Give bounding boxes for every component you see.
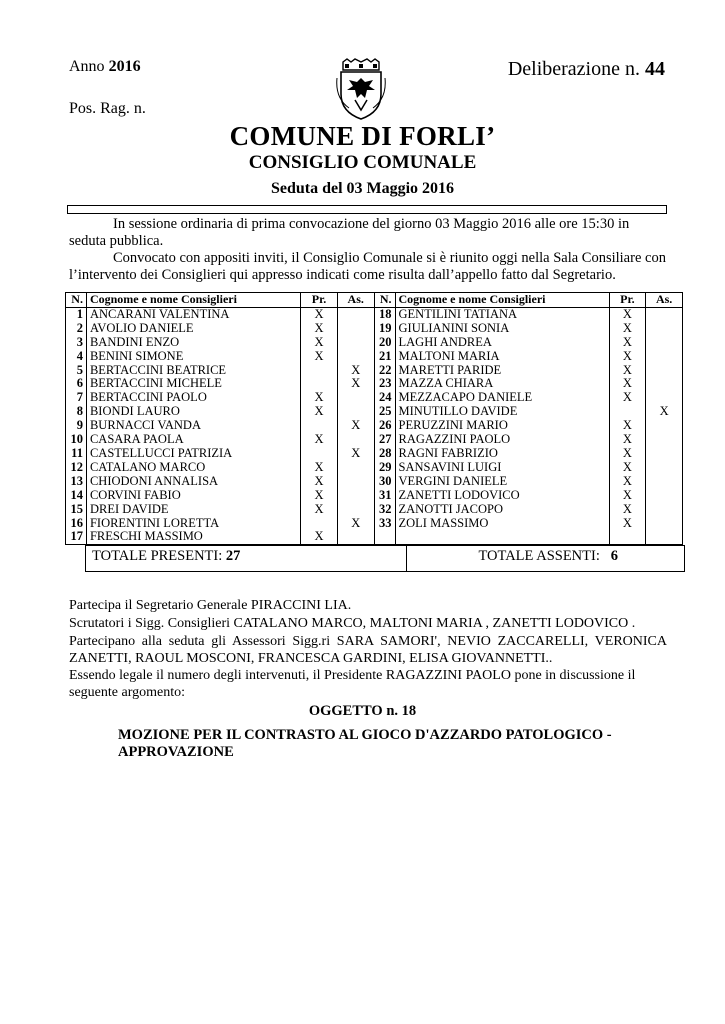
councillor-name: ANCARANI VALENTINA bbox=[86, 307, 300, 321]
councillor-name: VERGINI DANIELE bbox=[395, 475, 609, 489]
absent-mark bbox=[337, 405, 374, 419]
coat-of-arms-icon bbox=[335, 58, 387, 120]
councillor-number: 13 bbox=[66, 475, 87, 489]
councillor-name: MEZZACAPO DANIELE bbox=[395, 391, 609, 405]
present-mark bbox=[609, 405, 646, 419]
councillor-number bbox=[374, 530, 395, 544]
absent-mark bbox=[646, 350, 683, 364]
councillor-number: 5 bbox=[66, 364, 87, 378]
present-mark: X bbox=[609, 391, 646, 405]
present-mark: X bbox=[301, 336, 338, 350]
councillor-number: 28 bbox=[374, 447, 395, 461]
totale-assenti-label: TOTALE ASSENTI: bbox=[478, 548, 600, 564]
councillor-name: CORVINI FABIO bbox=[86, 489, 300, 503]
col-n: N. bbox=[66, 293, 87, 308]
councillor-number: 25 bbox=[374, 405, 395, 419]
present-mark: X bbox=[609, 307, 646, 321]
col-as: As. bbox=[337, 293, 374, 308]
present-mark: X bbox=[609, 489, 646, 503]
present-mark: X bbox=[609, 475, 646, 489]
col-pr: Pr. bbox=[609, 293, 646, 308]
absent-mark bbox=[337, 475, 374, 489]
absent-mark bbox=[646, 447, 683, 461]
absent-mark bbox=[337, 503, 374, 517]
councillor-number: 1 bbox=[66, 307, 87, 321]
councillor-number: 11 bbox=[66, 447, 87, 461]
councillor-number: 27 bbox=[374, 433, 395, 447]
present-mark: X bbox=[609, 364, 646, 378]
present-mark: X bbox=[301, 503, 338, 517]
present-mark: X bbox=[609, 461, 646, 475]
delib-label: Deliberazione n. bbox=[507, 58, 640, 80]
councillor-name: BIONDI LAURO bbox=[86, 405, 300, 419]
table-header-row bbox=[66, 293, 683, 308]
present-mark: X bbox=[301, 391, 338, 405]
councillor-name: FRESCHI MASSIMO bbox=[86, 530, 300, 544]
essendo-line: Essendo legale il numero degli intervenuti, il Presidente RAGAZZINI PAOLO pone in discussione il seguente argomento: bbox=[69, 668, 636, 700]
councillor-name: RAGAZZINI PAOLO bbox=[395, 433, 609, 447]
councillor-name: GIULIANINI SONIA bbox=[395, 322, 609, 336]
present-mark bbox=[301, 364, 338, 378]
table-row bbox=[66, 322, 683, 336]
assessori-line: Partecipano alla seduta gli Assessori Sigg.ri SARA SAMORI', NEVIO ZACCARELLI, VERONICA ZANETTI, RAOUL MOSCONI, FRANCESCA GARDINI, ELISA GIOVANNETTI.. bbox=[69, 634, 667, 666]
absent-mark bbox=[646, 489, 683, 503]
councillor-name: MINUTILLO DAVIDE bbox=[395, 405, 609, 419]
attendance-table bbox=[65, 292, 683, 545]
table-row bbox=[66, 530, 683, 544]
absent-mark bbox=[646, 391, 683, 405]
councillor-number: 17 bbox=[66, 530, 87, 544]
absent-mark bbox=[646, 503, 683, 517]
totale-presenti bbox=[92, 548, 240, 565]
totale-presenti-label: TOTALE PRESENTI: bbox=[92, 548, 223, 564]
comune-title: COMUNE DI FORLI’ bbox=[229, 121, 496, 151]
absent-mark: X bbox=[337, 517, 374, 531]
anno-value: 2016 bbox=[108, 58, 141, 75]
councillor-name: LAGHI ANDREA bbox=[395, 336, 609, 350]
present-mark: X bbox=[301, 307, 338, 321]
councillor-name: SANSAVINI LUIGI bbox=[395, 461, 609, 475]
table-row bbox=[66, 489, 683, 503]
absent-mark bbox=[337, 391, 374, 405]
totale-assenti bbox=[478, 548, 618, 565]
table-row bbox=[66, 517, 683, 531]
absent-mark bbox=[337, 307, 374, 321]
councillor-name: MAZZA CHIARA bbox=[395, 377, 609, 391]
councillor-number: 31 bbox=[374, 489, 395, 503]
councillor-name: FIORENTINI LORETTA bbox=[86, 517, 300, 531]
councillor-name: CASARA PAOLA bbox=[86, 433, 300, 447]
deliberazione-number bbox=[508, 58, 665, 81]
councillor-number: 24 bbox=[374, 391, 395, 405]
absent-mark bbox=[646, 461, 683, 475]
absent-mark: X bbox=[337, 419, 374, 433]
col-name: Cognome e nome Consiglieri bbox=[86, 293, 300, 308]
table-row bbox=[66, 405, 683, 419]
councillor-name: MALTONI MARIA bbox=[395, 350, 609, 364]
pos-rag: Pos. Rag. n. bbox=[69, 100, 146, 117]
absent-mark bbox=[337, 489, 374, 503]
totals-box bbox=[85, 545, 685, 572]
councillor-number: 30 bbox=[374, 475, 395, 489]
consiglio-subtitle: CONSIGLIO COMUNALE bbox=[248, 152, 477, 173]
table-row bbox=[66, 377, 683, 391]
councillor-name: RAGNI FABRIZIO bbox=[395, 447, 609, 461]
present-mark: X bbox=[609, 350, 646, 364]
absent-mark bbox=[646, 364, 683, 378]
councillor-number: 7 bbox=[66, 391, 87, 405]
councillor-number: 33 bbox=[374, 517, 395, 531]
councillor-number: 4 bbox=[66, 350, 87, 364]
councillor-number: 21 bbox=[374, 350, 395, 364]
councillor-number: 15 bbox=[66, 503, 87, 517]
intro-paragraph-2: Convocato con appositi inviti, il Consiglio Comunale si è riunito oggi nella Sala Consiliare con l’intervento dei Consiglieri qui appresso indicati come risulta dall’appello fatto dal Segretario. bbox=[69, 250, 666, 283]
present-mark: X bbox=[609, 433, 646, 447]
anno-label: Anno bbox=[69, 58, 105, 75]
mozione-title: MOZIONE PER IL CONTRASTO AL GIOCO D'AZZARDO PATOLOGICO - APPROVAZIONE bbox=[118, 727, 612, 760]
table-row bbox=[66, 419, 683, 433]
present-mark: X bbox=[609, 447, 646, 461]
councillor-name: PERUZZINI MARIO bbox=[395, 419, 609, 433]
delib-value: 44 bbox=[645, 58, 665, 80]
councillor-number: 20 bbox=[374, 336, 395, 350]
councillor-number: 2 bbox=[66, 322, 87, 336]
absent-mark bbox=[646, 377, 683, 391]
councillor-name: MARETTI PARIDE bbox=[395, 364, 609, 378]
totals-divider bbox=[406, 546, 407, 571]
absent-mark bbox=[646, 307, 683, 321]
councillor-name: BURNACCI VANDA bbox=[86, 419, 300, 433]
segretario-line: Partecipa il Segretario Generale PIRACCINI LIA. bbox=[69, 598, 352, 613]
present-mark bbox=[301, 419, 338, 433]
councillor-name: BERTACCINI BEATRICE bbox=[86, 364, 300, 378]
col-pr: Pr. bbox=[301, 293, 338, 308]
separator-bar bbox=[67, 205, 667, 214]
councillor-name bbox=[395, 530, 609, 544]
table-row bbox=[66, 307, 683, 321]
absent-mark bbox=[646, 517, 683, 531]
present-mark bbox=[301, 447, 338, 461]
absent-mark: X bbox=[337, 364, 374, 378]
col-n: N. bbox=[374, 293, 395, 308]
oggetto-heading: OGGETTO n. 18 bbox=[308, 703, 417, 719]
present-mark bbox=[301, 517, 338, 531]
intro-paragraph-1: In sessione ordinaria di prima convocazione del giorno 03 Maggio 2016 alle ore 15:30 in seduta pubblica. bbox=[69, 216, 630, 249]
councillor-number: 9 bbox=[66, 419, 87, 433]
absent-mark bbox=[337, 433, 374, 447]
councillor-name: BERTACCINI PAOLO bbox=[86, 391, 300, 405]
councillor-name: CASTELLUCCI PATRIZIA bbox=[86, 447, 300, 461]
absent-mark bbox=[337, 530, 374, 544]
councillor-number: 16 bbox=[66, 517, 87, 531]
present-mark: X bbox=[609, 419, 646, 433]
councillor-name: ZANOTTI JACOPO bbox=[395, 503, 609, 517]
absent-mark bbox=[646, 433, 683, 447]
councillor-number: 23 bbox=[374, 377, 395, 391]
present-mark: X bbox=[301, 489, 338, 503]
councillor-number: 10 bbox=[66, 433, 87, 447]
table-row bbox=[66, 433, 683, 447]
table-row bbox=[66, 475, 683, 489]
councillor-number: 32 bbox=[374, 503, 395, 517]
present-mark bbox=[609, 530, 646, 544]
present-mark: X bbox=[609, 322, 646, 336]
councillor-name: CHIODONI ANNALISA bbox=[86, 475, 300, 489]
councillor-number: 22 bbox=[374, 364, 395, 378]
present-mark: X bbox=[301, 475, 338, 489]
present-mark: X bbox=[301, 322, 338, 336]
col-as: As. bbox=[646, 293, 683, 308]
table-row bbox=[66, 364, 683, 378]
absent-mark bbox=[646, 475, 683, 489]
totale-presenti-value: 27 bbox=[225, 548, 241, 564]
councillor-number: 26 bbox=[374, 419, 395, 433]
absent-mark bbox=[646, 530, 683, 544]
col-name: Cognome e nome Consiglieri bbox=[395, 293, 609, 308]
councillor-name: AVOLIO DANIELE bbox=[86, 322, 300, 336]
present-mark: X bbox=[301, 405, 338, 419]
absent-mark bbox=[646, 336, 683, 350]
present-mark bbox=[301, 377, 338, 391]
councillor-name: ZOLI MASSIMO bbox=[395, 517, 609, 531]
councillor-name: BANDINI ENZO bbox=[86, 336, 300, 350]
absent-mark bbox=[337, 322, 374, 336]
absent-mark bbox=[646, 322, 683, 336]
absent-mark: X bbox=[646, 405, 683, 419]
councillor-number: 29 bbox=[374, 461, 395, 475]
councillor-number: 12 bbox=[66, 461, 87, 475]
councillor-number: 3 bbox=[66, 336, 87, 350]
anno bbox=[69, 58, 141, 76]
councillor-name: BERTACCINI MICHELE bbox=[86, 377, 300, 391]
councillor-name: BENINI SIMONE bbox=[86, 350, 300, 364]
absent-mark bbox=[337, 350, 374, 364]
absent-mark bbox=[646, 419, 683, 433]
present-mark: X bbox=[301, 350, 338, 364]
present-mark: X bbox=[609, 517, 646, 531]
councillor-name: DREI DAVIDE bbox=[86, 503, 300, 517]
councillor-name: GENTILINI TATIANA bbox=[395, 307, 609, 321]
table-row bbox=[66, 336, 683, 350]
councillor-number: 6 bbox=[66, 377, 87, 391]
present-mark: X bbox=[609, 377, 646, 391]
present-mark: X bbox=[609, 503, 646, 517]
table-row bbox=[66, 447, 683, 461]
councillor-name: ZANETTI LODOVICO bbox=[395, 489, 609, 503]
totale-assenti-value: 6 bbox=[610, 548, 618, 564]
councillor-number: 19 bbox=[374, 322, 395, 336]
table-row bbox=[66, 461, 683, 475]
absent-mark: X bbox=[337, 447, 374, 461]
table-row bbox=[66, 503, 683, 517]
seduta-date: Seduta del 03 Maggio 2016 bbox=[270, 180, 455, 197]
table-row bbox=[66, 350, 683, 364]
absent-mark bbox=[337, 461, 374, 475]
councillor-number: 14 bbox=[66, 489, 87, 503]
present-mark: X bbox=[301, 433, 338, 447]
table-row bbox=[66, 391, 683, 405]
councillor-number: 8 bbox=[66, 405, 87, 419]
present-mark: X bbox=[609, 336, 646, 350]
absent-mark: X bbox=[337, 377, 374, 391]
absent-mark bbox=[337, 336, 374, 350]
scrutatori-line: Scrutatori i Sigg. Consiglieri CATALANO MARCO, MALTONI MARIA , ZANETTI LODOVICO . bbox=[69, 616, 636, 631]
councillor-name: CATALANO MARCO bbox=[86, 461, 300, 475]
present-mark: X bbox=[301, 461, 338, 475]
present-mark: X bbox=[301, 530, 338, 544]
councillor-number: 18 bbox=[374, 307, 395, 321]
